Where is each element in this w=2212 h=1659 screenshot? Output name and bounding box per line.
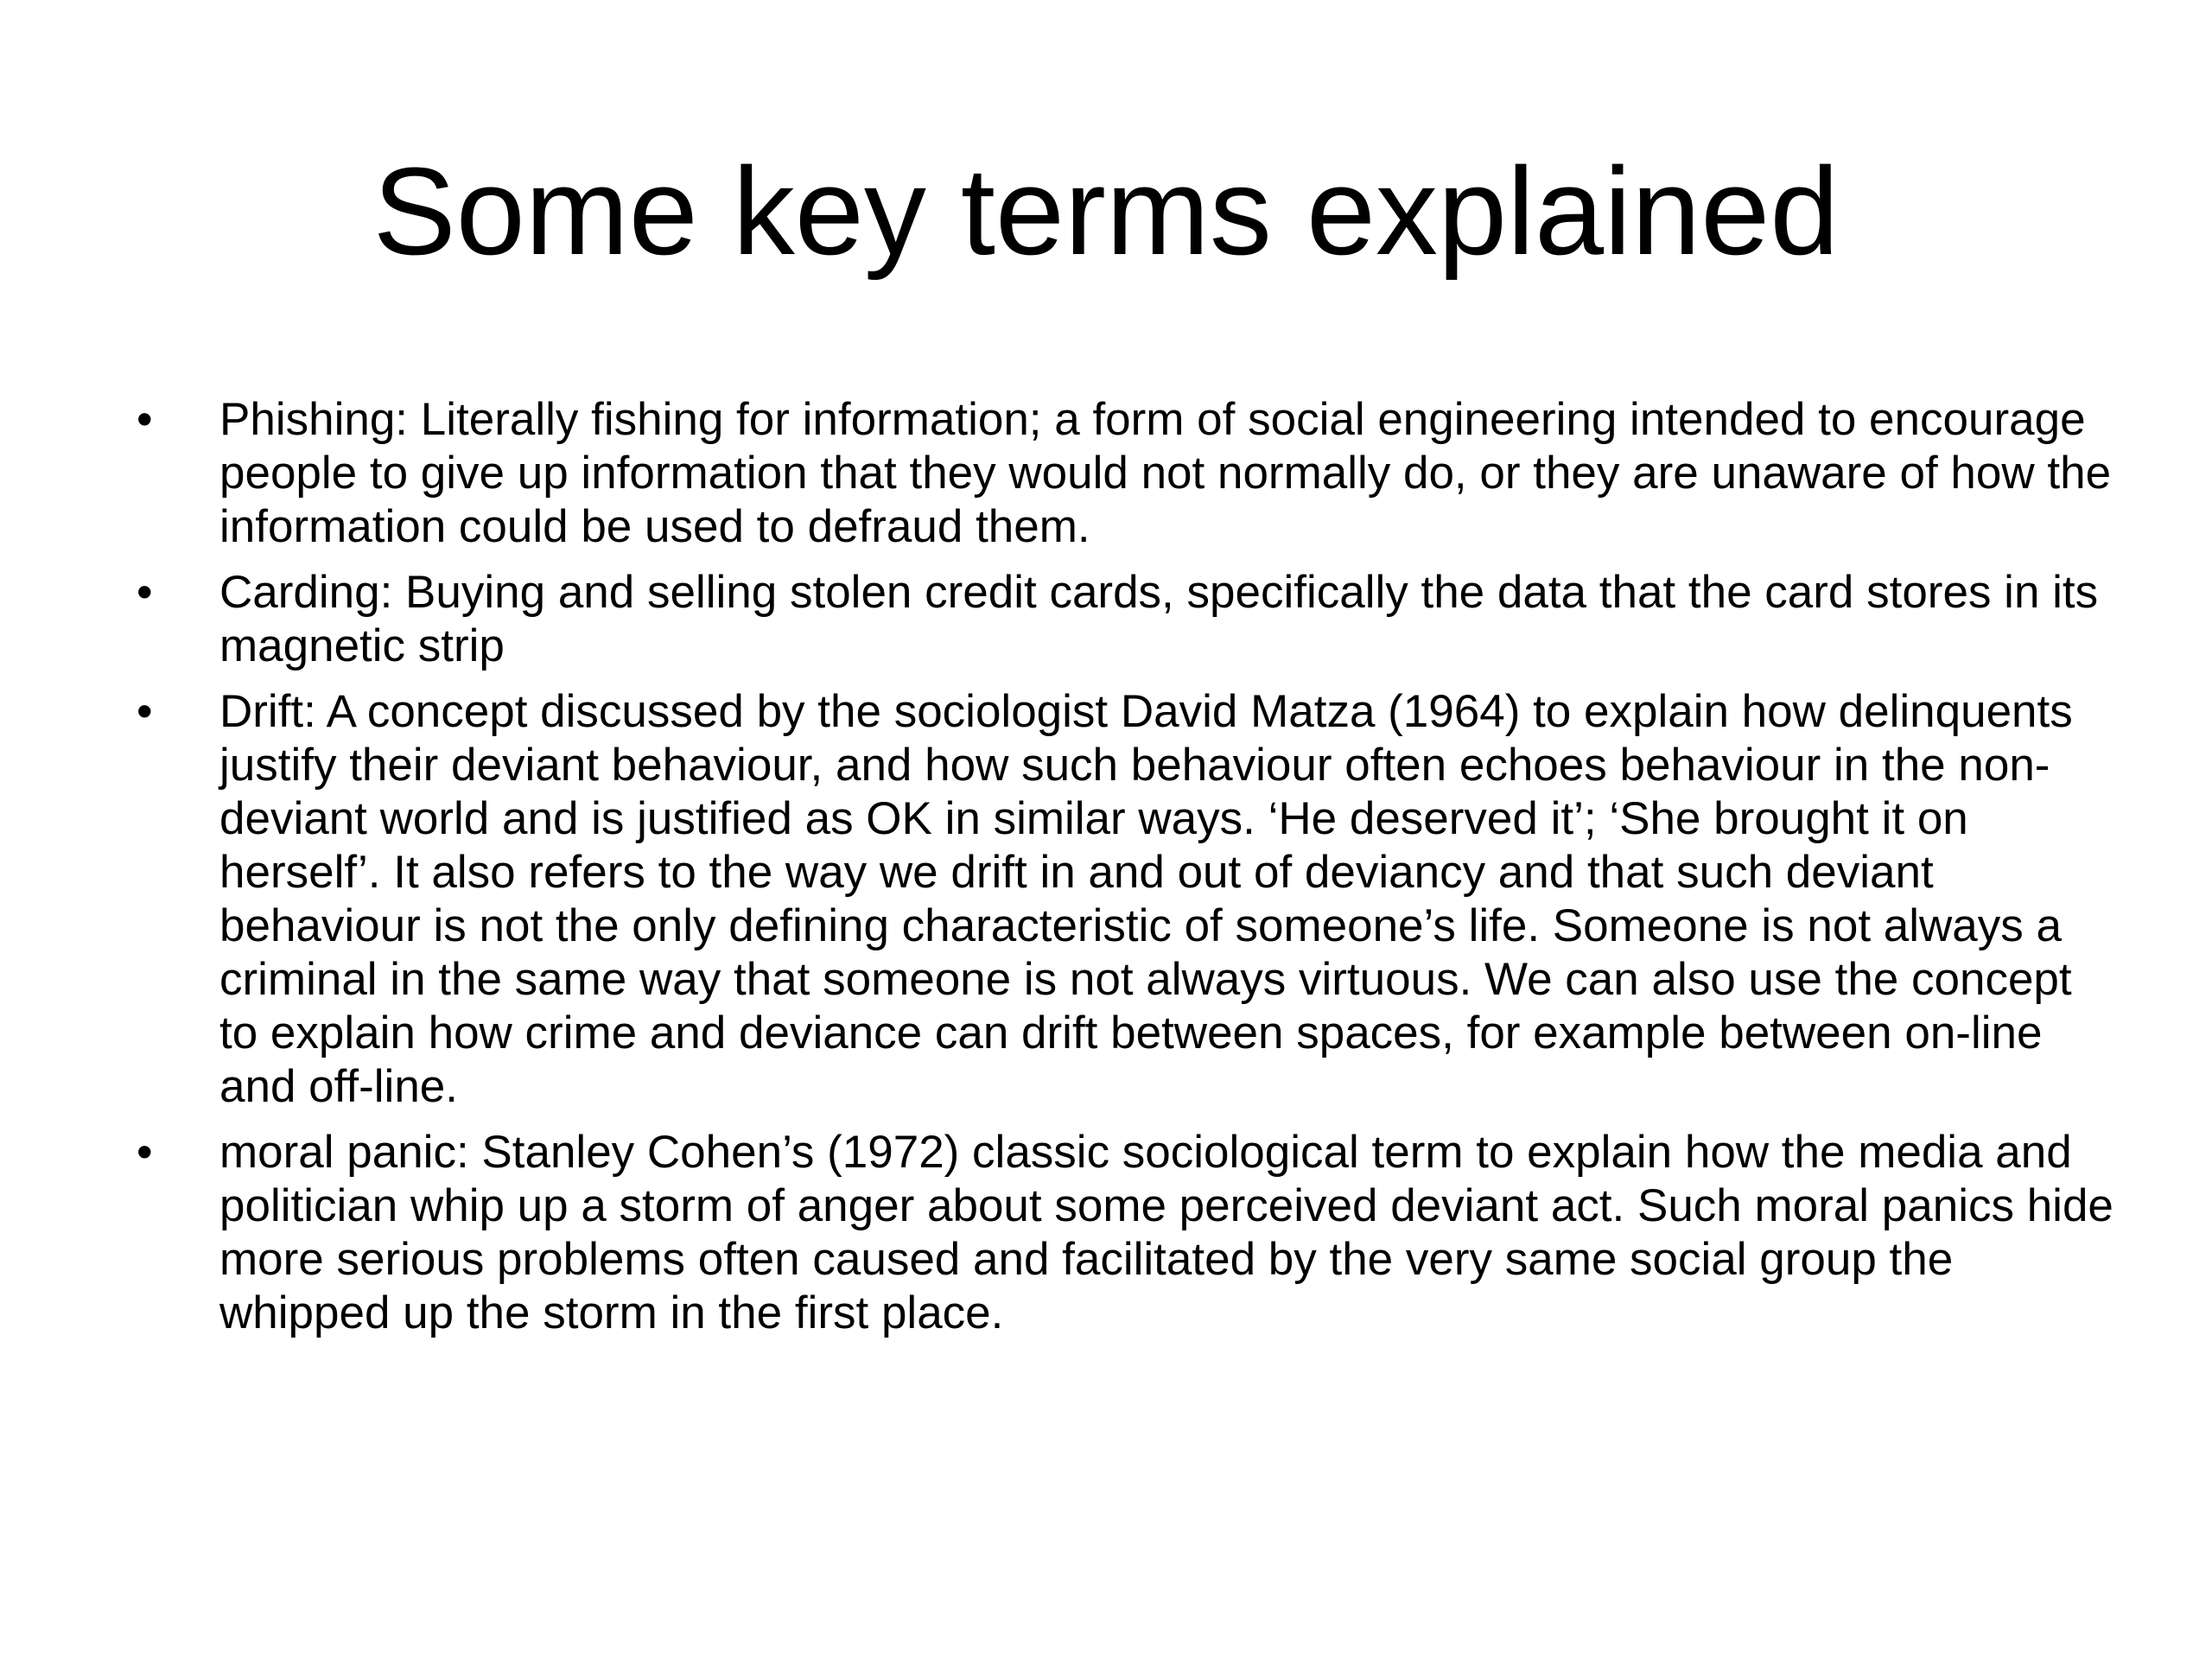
bullet-list bbox=[130, 393, 2117, 1352]
bullet-item-carding bbox=[130, 566, 2117, 673]
bullet-text: Drift: A concept discussed by the sociologist David Matza (1964) to explain how delinquents justify their deviant behaviour, and how such behaviour often echoes behaviour in the non-deviant world and is justified as OK in similar ways. ‘He deserved it’; ‘She brought it on herself’. It also refers to the way we drift in and out of deviancy and that such deviant behaviour is not the only defining characteristic of someone’s life. Someone is not always a criminal in the same way that someone is not always virtuous. We can also use the concept to explain how crime and deviance can drift between spaces, for example between on-line and off-line. bbox=[219, 686, 2073, 1112]
bullet-item-phishing bbox=[130, 393, 2117, 554]
bullet-dot-icon: • bbox=[137, 567, 153, 618]
bullet-item-moral-panic bbox=[130, 1126, 2117, 1340]
bullet-dot-icon: • bbox=[137, 394, 153, 445]
bullet-dot-icon: • bbox=[137, 1127, 153, 1178]
bullet-dot-icon: • bbox=[137, 686, 153, 737]
slide-title: Some key terms explained bbox=[372, 142, 1840, 281]
bullet-text: moral panic: Stanley Cohen’s (1972) classic sociological term to explain how the media and politician whip up a storm of anger about some perceived deviant act. Such moral panics hide more serious problems often caused and facilitated by the very same social group the whipped up the storm in the first place. bbox=[219, 1127, 2113, 1338]
bullet-text: Phishing: Literally fishing for information; a form of social engineering intended to encourage people to give up information that they would not normally do, or they are unaware of how the information could be used to defraud them. bbox=[219, 394, 2112, 552]
bullet-text: Carding: Buying and selling stolen credit cards, specifically the data that the card stores in its magnetic strip bbox=[219, 567, 2099, 671]
bullet-item-drift bbox=[130, 685, 2117, 1114]
